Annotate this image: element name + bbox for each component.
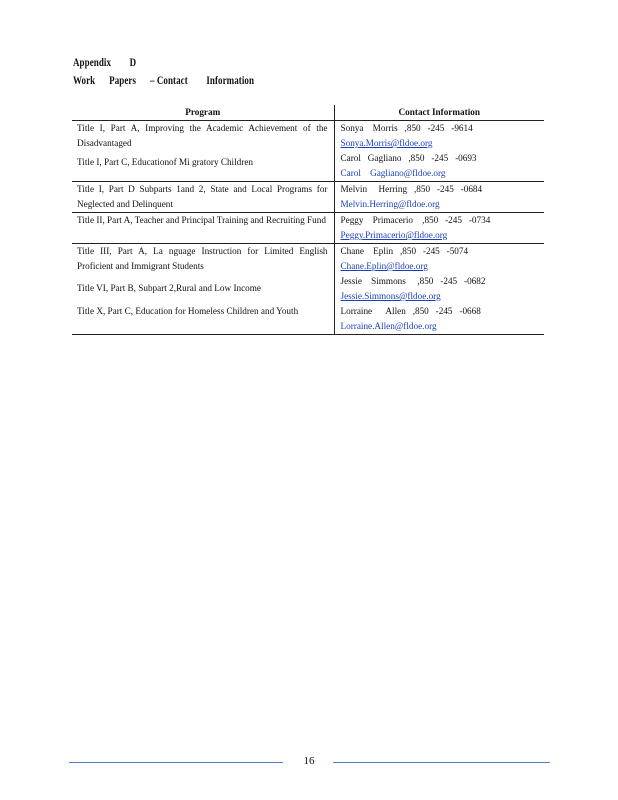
table-row bbox=[72, 213, 544, 244]
contact-email-link[interactable]: Sonya.Morris@fldoe.org bbox=[340, 138, 433, 148]
program-cell: Title X, Part C, Education for Homeless Children and Youth bbox=[72, 304, 334, 335]
contact-email-link[interactable]: Melvin.Herring@fldoe.org bbox=[340, 199, 440, 209]
program-column-header: Program bbox=[72, 105, 334, 121]
table-row bbox=[72, 244, 544, 275]
contact-table bbox=[72, 105, 544, 335]
table-row bbox=[72, 182, 544, 213]
contact-name-phone: Melvin Herring ,850 -245 -0684 bbox=[340, 184, 483, 194]
program-cell: Title III, Part A, La nguage Instruction for Limited English Proficient and Immigrant Students bbox=[77, 246, 328, 271]
program-cell: Title I, Part C, Educationof Mi gratory Children bbox=[72, 151, 334, 182]
program-cell: Title II, Part A, Teacher and Principal Training and Recruiting Fund bbox=[72, 213, 334, 244]
table-header-row bbox=[72, 105, 544, 121]
table-row bbox=[72, 151, 544, 182]
table-row bbox=[72, 304, 544, 335]
program-cell: Title VI, Part B, Subpart 2,Rural and Low Income bbox=[77, 283, 261, 293]
program-cell: Title I, Part A, Improving the Academic Achievement of the Disadvantaged bbox=[77, 123, 328, 148]
contact-name-phone: Lorraine Allen ,850 -245 -0668 bbox=[340, 306, 481, 316]
program-cell: Title I, Part D Subparts 1and 2, State and Local Programs for Neglected and Delinquent bbox=[72, 182, 334, 213]
table-row bbox=[72, 121, 544, 152]
contact-name-phone: Sonya Morris ,850 -245 -9614 bbox=[340, 123, 473, 133]
contact-column-header: Contact Information bbox=[334, 105, 544, 121]
contact-name-phone: Chane Eplin ,850 -245 -5074 bbox=[340, 246, 469, 256]
contact-email-link[interactable]: Jessie.Simmons@fldoe.org bbox=[340, 291, 441, 301]
contact-name-phone: Peggy Primacerio ,850 -245 -0734 bbox=[340, 215, 491, 225]
appendix-subtitle: Work Papers – Contact Information bbox=[73, 75, 255, 87]
table-row bbox=[72, 274, 544, 304]
appendix-heading bbox=[73, 54, 254, 90]
contact-cell bbox=[334, 274, 544, 304]
contact-cell bbox=[334, 244, 544, 275]
footer-divider-right bbox=[333, 762, 550, 763]
contact-email-link[interactable]: Lorraine.Allen@fldoe.org bbox=[340, 321, 437, 331]
contact-cell bbox=[334, 151, 544, 182]
contact-cell bbox=[334, 304, 544, 335]
contact-cell bbox=[334, 213, 544, 244]
contact-name-phone: Carol Gagliano ,850 -245 -0693 bbox=[340, 153, 477, 163]
contact-email-link[interactable]: Peggy.Primacerio@fldoe.org bbox=[340, 230, 448, 240]
footer-divider-left bbox=[69, 762, 283, 763]
contact-cell bbox=[334, 121, 544, 152]
appendix-title: Appendix D bbox=[73, 57, 137, 69]
contact-name-phone: Jessie Simmons ,850 -245 -0682 bbox=[340, 276, 486, 286]
contact-cell bbox=[334, 182, 544, 213]
contact-email-link[interactable]: Chane.Eplin@fldoe.org bbox=[340, 261, 428, 271]
page-number: 16 bbox=[303, 755, 315, 767]
contact-email-link[interactable]: Carol Gagliano@fldoe.org bbox=[340, 168, 446, 178]
